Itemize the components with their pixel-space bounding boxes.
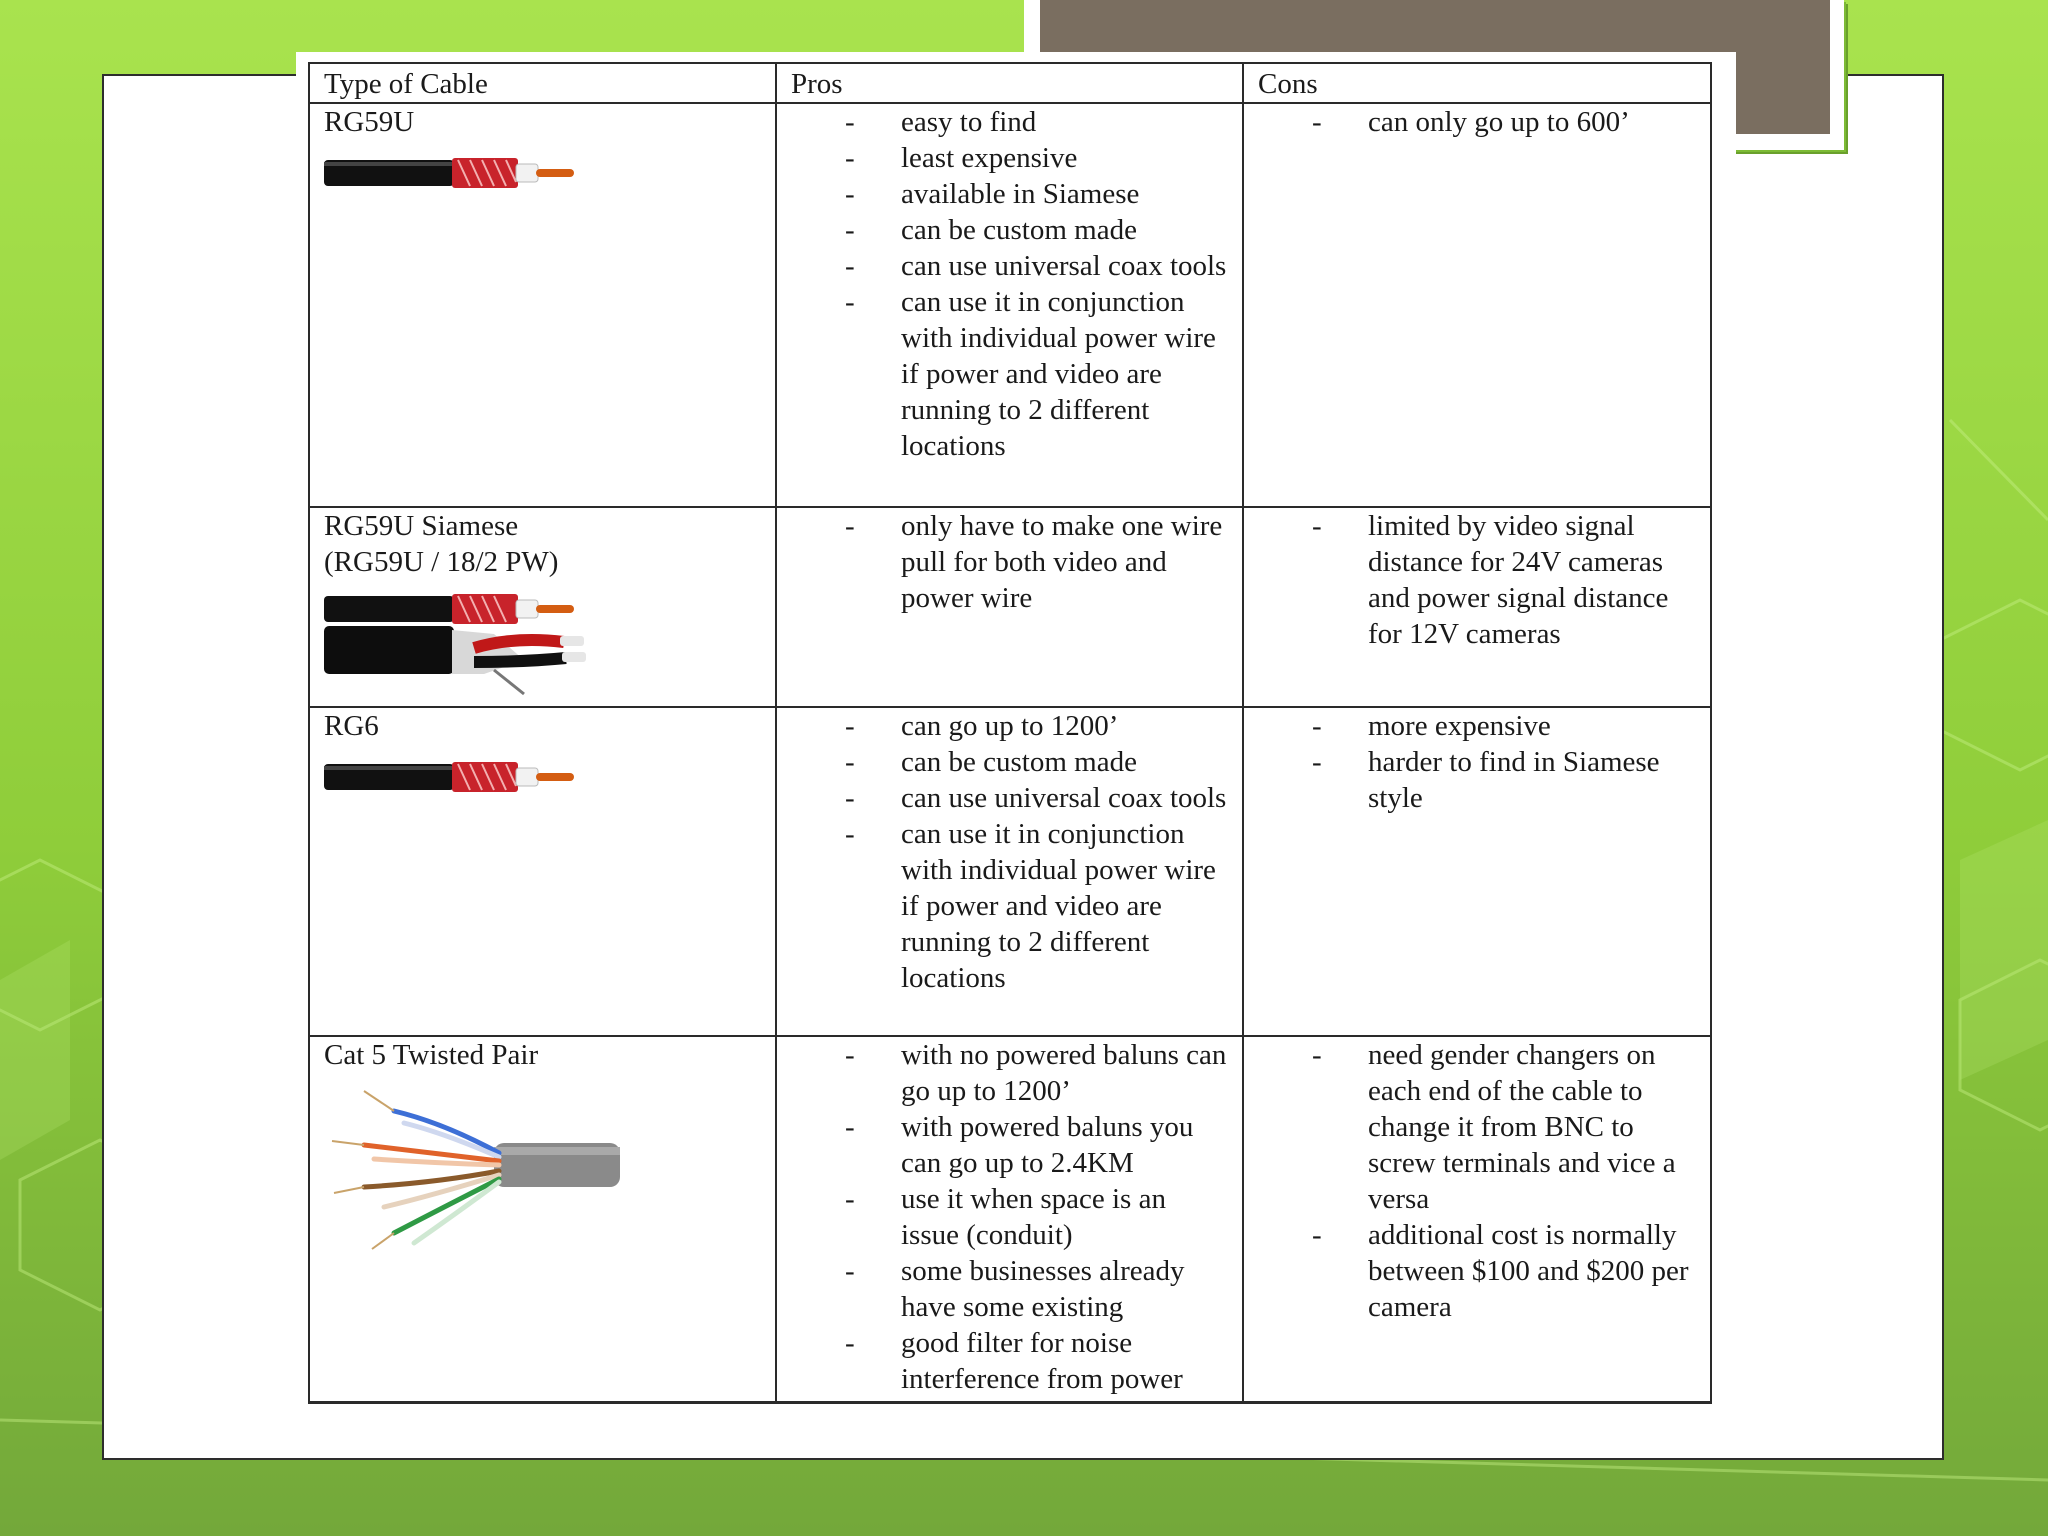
list-item: - additional cost is normally between $100 and $200 per camera [1368,1217,1696,1325]
list-item: - can go up to 1200’ [901,708,1228,744]
cable-type-name: Cat 5 Twisted Pair [324,1039,539,1071]
list-item: - some businesses already have some existing [901,1253,1228,1325]
list-item: - can be custom made [901,744,1228,780]
cable-type-name: RG59U [324,106,415,138]
cable-type-name: RG6 [324,710,379,742]
cell-cons [1243,507,1711,707]
table-header-row [309,63,1711,103]
list-item: - use it when space is an issue (conduit) [901,1181,1228,1253]
cell-type [309,103,776,507]
header-pros: Pros [776,63,1243,103]
cell-cons [1243,707,1711,1036]
cell-pros [776,507,1243,707]
cable-comparison-table [308,62,1712,1404]
cons-list [1258,508,1696,652]
cell-type [309,1036,776,1403]
list-item: - available in Siamese [901,176,1228,212]
table-row-cat5-twisted-pair [309,1036,1711,1403]
list-item: - more expensive [1368,708,1696,744]
cons-list [1258,104,1696,140]
list-item: - only have to make one wire pull for both video and power wire [901,508,1228,616]
list-item: - need gender changers on each end of the cable to change it from BNC to screw terminals and vice a versa [1368,1037,1696,1217]
list-item: - good filter for noise interference from power [901,1325,1228,1397]
list-item: - can use it in conjunction with individual power wire if power and video are running to 2 different locations [901,284,1228,464]
header-type-of-cable: Type of Cable [309,63,776,103]
cons-list [1258,708,1696,816]
cable-comparison-document [296,52,1736,1404]
table-row-rg6 [309,707,1711,1036]
table-row-rg59u-siamese [309,507,1711,707]
table-row-rg59u [309,103,1711,507]
cell-pros [776,1036,1243,1403]
twisted-pair-cable-icon [324,1083,624,1253]
list-item: - can only go up to 600’ [1368,104,1696,140]
cable-type-subtitle: (RG59U / 18/2 PW) [324,546,559,578]
siamese-cable-icon [324,590,604,700]
list-item: - with no powered baluns can go up to 1200’ [901,1037,1228,1109]
pros-list [791,508,1228,616]
pros-list [791,708,1228,996]
cons-list [1258,1037,1696,1325]
list-item: - with powered baluns you can go up to 2.4KM [901,1109,1228,1181]
cell-pros [776,707,1243,1036]
pros-list [791,1037,1228,1397]
list-item: - can be custom made [901,212,1228,248]
cell-type [309,507,776,707]
pros-list [791,104,1228,464]
list-item: - easy to find [901,104,1228,140]
list-item: - can use universal coax tools [901,248,1228,284]
list-item: - least expensive [901,140,1228,176]
header-cons: Cons [1243,63,1711,103]
cell-pros [776,103,1243,507]
cell-type [309,707,776,1036]
list-item: - harder to find in Siamese style [1368,744,1696,816]
coax-cable-icon [324,150,584,196]
cell-cons [1243,103,1711,507]
list-item: - can use it in conjunction with individual power wire if power and video are running to 2 different locations [901,816,1228,996]
list-item: - limited by video signal distance for 24V cameras and power signal distance for 12V cameras [1368,508,1696,652]
cell-cons [1243,1036,1711,1403]
cable-type-name: RG59U Siamese [324,510,519,542]
coax-cable-icon [324,754,584,800]
list-item: - can use universal coax tools [901,780,1228,816]
